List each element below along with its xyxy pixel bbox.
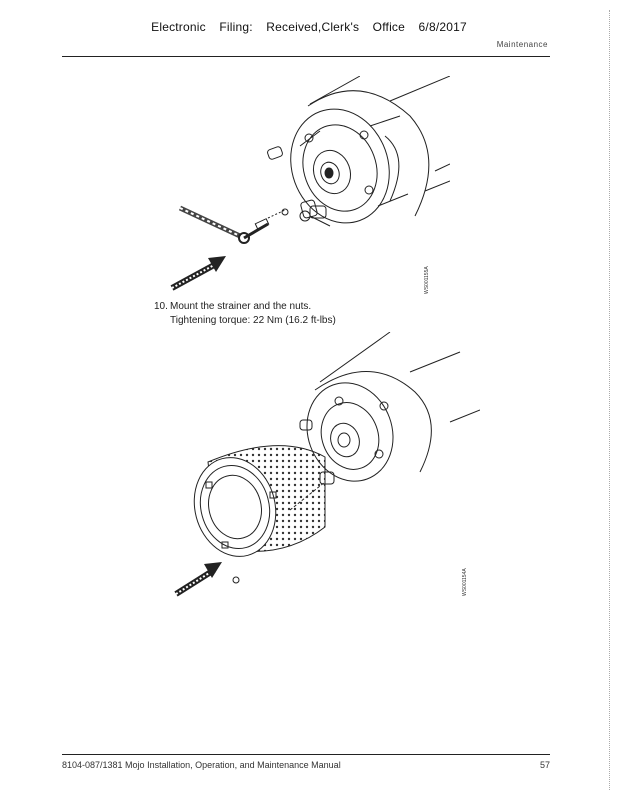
section-title: Maintenance <box>496 40 548 49</box>
footer-document-title: 8104-087/1381 Mojo Installation, Operation, and Maintenance Manual <box>62 760 341 770</box>
page-footer <box>62 760 550 770</box>
tightening-torque: Tightening torque: 22 Nm (16.2 ft-lbs) <box>170 315 336 326</box>
direction-arrow <box>176 562 222 594</box>
direction-arrow <box>172 256 226 288</box>
procedure-step <box>154 300 336 328</box>
step-text: Mount the strainer and the nuts. <box>170 301 312 312</box>
footer-rule <box>62 754 550 755</box>
step-number: 10. <box>154 301 168 312</box>
figure-id: WS001154A <box>462 568 468 596</box>
figure-id: WS001155A <box>424 266 430 294</box>
figure-mount-strainer <box>160 332 480 612</box>
filing-stamp: Electronic Filing: Received,Clerk's Office 6/8/2017 <box>151 20 467 34</box>
header-rule <box>62 56 550 57</box>
scan-edge <box>609 10 614 790</box>
figure-mount-nuts <box>160 76 450 306</box>
page-number: 57 <box>539 760 550 770</box>
